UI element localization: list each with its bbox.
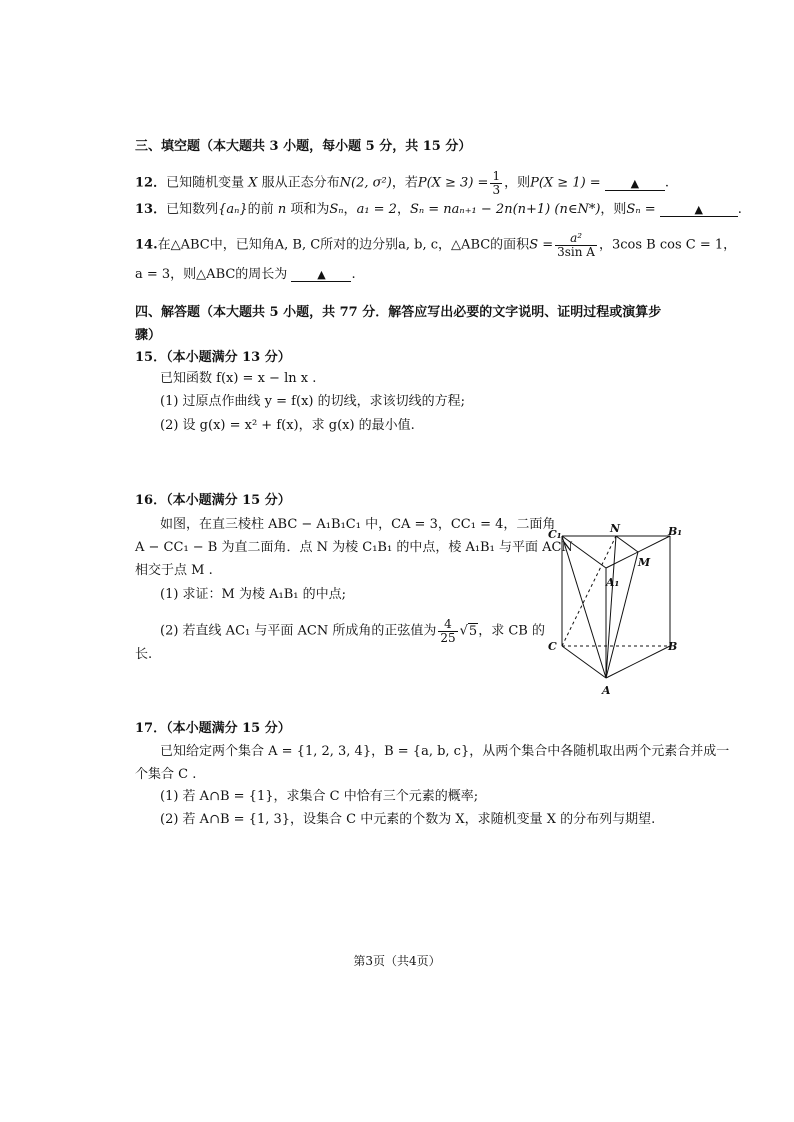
q17-line-1: 已知给定两个集合 A = {1, 2, 3, 4}，B = {a, b, c}，从两个集合中各随机取出两个元素合并成一 xyxy=(160,744,730,759)
q14-end: . xyxy=(351,267,356,282)
q14-number: 14. xyxy=(135,237,158,253)
q14-area: S = xyxy=(529,237,554,253)
q16-part-2-text-a: (2) 若直线 AC₁ 与平面 ACN 所成角的正弦值为 xyxy=(160,623,437,639)
q12-answer-blank[interactable] xyxy=(605,177,665,191)
q13-n: n xyxy=(277,202,287,217)
q16-line-2: A − CC₁ − B 为直二面角．点 N 为棱 C₁B₁ 的中点，棱 A₁B₁ 与平面 ACN xyxy=(135,540,573,555)
q14-text-1: 在△ABC中，已知角A, B, C所对的边分别a, b, c，△ABC的面积 xyxy=(157,237,530,253)
q15-part-1: (1) 过原点作曲线 y = f(x) 的切线，求该切线的方程; xyxy=(160,394,465,409)
q12-cond: P(X ≥ 3) = xyxy=(417,175,489,191)
label-n: N xyxy=(610,522,621,535)
q16-part-1: (1) 求证：M 为棱 A₁B₁ 的中点; xyxy=(160,587,346,602)
section-3-title: 三、填空题（本大题共 3 小题，每小题 5 分，共 15 分） xyxy=(135,139,472,154)
label-a: A xyxy=(602,684,611,697)
line-c-n-hidden xyxy=(562,536,616,646)
q12-text-2: 服从正态分布 xyxy=(261,175,340,191)
q12-frac-den: 3 xyxy=(492,182,501,197)
triangle-icon: ▲ xyxy=(694,203,703,216)
label-c: C xyxy=(548,640,557,653)
q16-part-2-end: 长. xyxy=(135,647,153,662)
q13-text-5: ， xyxy=(396,202,410,217)
label-m: M xyxy=(638,556,651,569)
q16-head: 16．（本小题满分 15 分） xyxy=(135,493,291,508)
prism-figure xyxy=(540,522,685,702)
edge-c1-a1 xyxy=(562,536,606,568)
q16-fraction xyxy=(438,618,457,644)
q13-relation: Sₙ = naₙ₊₁ − 2n(n+1) (n∈N*) xyxy=(409,202,601,217)
q14-answer-blank[interactable] xyxy=(291,268,351,282)
q16-root: 5 xyxy=(468,623,478,639)
q17-part-2: (2) 若 A∩B = {1, 3}，设集合 C 中元素的个数为 X，求随机变量 X 的分布列与期望. xyxy=(160,812,656,827)
edge-c-a xyxy=(562,646,606,678)
q17-line-2: 个集合 C . xyxy=(135,767,197,782)
q12-text-3: ，若 xyxy=(391,175,418,191)
q13-text-3: 项和为 xyxy=(290,202,330,217)
question-12 xyxy=(135,170,669,196)
q15-head: 15．（本小题满分 13 分） xyxy=(135,350,291,365)
q17-header xyxy=(135,722,291,735)
q13-number: 13． xyxy=(135,202,167,217)
q17-head: 17．（本小题满分 15 分） xyxy=(135,721,291,736)
q14-frac-den: 3sin A xyxy=(557,244,595,259)
q13-seq: {aₙ} xyxy=(218,202,248,217)
q16-frac-den: 25 xyxy=(440,630,456,645)
q16-part-2-text-b: ，求 CB 的 xyxy=(478,623,545,639)
q13-text-4: ， xyxy=(343,202,357,217)
q14-text-2: ，3cos B cos C = 1， xyxy=(598,237,737,253)
triangle-icon: ▲ xyxy=(630,176,640,190)
q16-line-1: 如图，在直三棱柱 ABC − A₁B₁C₁ 中，CA = 3，CC₁ = 4，二面角 xyxy=(160,517,556,532)
line-c1-a xyxy=(562,536,606,678)
q12-number: 12． xyxy=(135,175,167,191)
edge-a-b xyxy=(606,646,670,678)
q12-frac-num: 1 xyxy=(492,169,501,183)
q12-ask: P(X ≥ 1) = xyxy=(530,175,601,191)
q12-var: X xyxy=(248,175,258,191)
q14-frac-num: a² xyxy=(555,232,597,246)
q15-intro: 已知函数 f(x) = x − ln x . xyxy=(160,371,317,386)
q12-fraction xyxy=(490,170,502,196)
q12-end: . xyxy=(664,175,669,191)
line-n-m xyxy=(616,536,638,552)
q16-line-3: 相交于点 M . xyxy=(135,563,213,578)
question-14-line-1 xyxy=(135,232,736,258)
q13-text-1: 已知数列 xyxy=(166,202,219,217)
q12-text-4: ，则 xyxy=(504,175,531,191)
section-4-title-line-2: 骤） xyxy=(135,328,162,343)
q14-fraction xyxy=(555,232,597,258)
q14-line-2-text: a = 3，则△ABC的周长为 xyxy=(135,267,288,282)
question-14-line-2 xyxy=(135,268,356,282)
q17-part-1: (1) 若 A∩B = {1}，求集合 C 中恰有三个元素的概率; xyxy=(160,789,479,804)
q12-dist: N(2, σ²) xyxy=(339,175,392,191)
q13-sn: Sₙ xyxy=(329,202,344,217)
label-a1: A₁ xyxy=(606,576,620,589)
q15-part-2: (2) 设 g(x) = x² + f(x)，求 g(x) 的最小值. xyxy=(160,418,415,433)
label-b1: B₁ xyxy=(668,525,683,538)
q13-text-2: 的前 xyxy=(247,202,274,217)
q13-a1: a₁ = 2 xyxy=(356,202,397,217)
question-13 xyxy=(135,203,742,217)
q16-frac-num: 4 xyxy=(438,618,457,632)
section-4-title-line-1: 四、解答题（本大题共 5 小题，共 77 分．解答应写出必要的文字说明、证明过程或演算步 xyxy=(135,305,662,320)
q13-ask: Sₙ = xyxy=(626,202,656,217)
sqrt-icon: √ xyxy=(459,623,468,639)
q13-text-6: ，则 xyxy=(600,202,627,217)
label-c1: C₁ xyxy=(548,528,562,541)
q16-part-2 xyxy=(160,618,545,644)
label-b: B xyxy=(668,640,678,653)
page-footer: 第3页（共4页） xyxy=(353,954,441,968)
q15-header xyxy=(135,351,291,364)
q16-header xyxy=(135,494,291,507)
triangle-icon: ▲ xyxy=(317,268,326,281)
q13-answer-blank[interactable] xyxy=(660,203,738,217)
q12-text-1: 已知随机变量 xyxy=(166,175,245,191)
q13-end: . xyxy=(737,202,742,217)
